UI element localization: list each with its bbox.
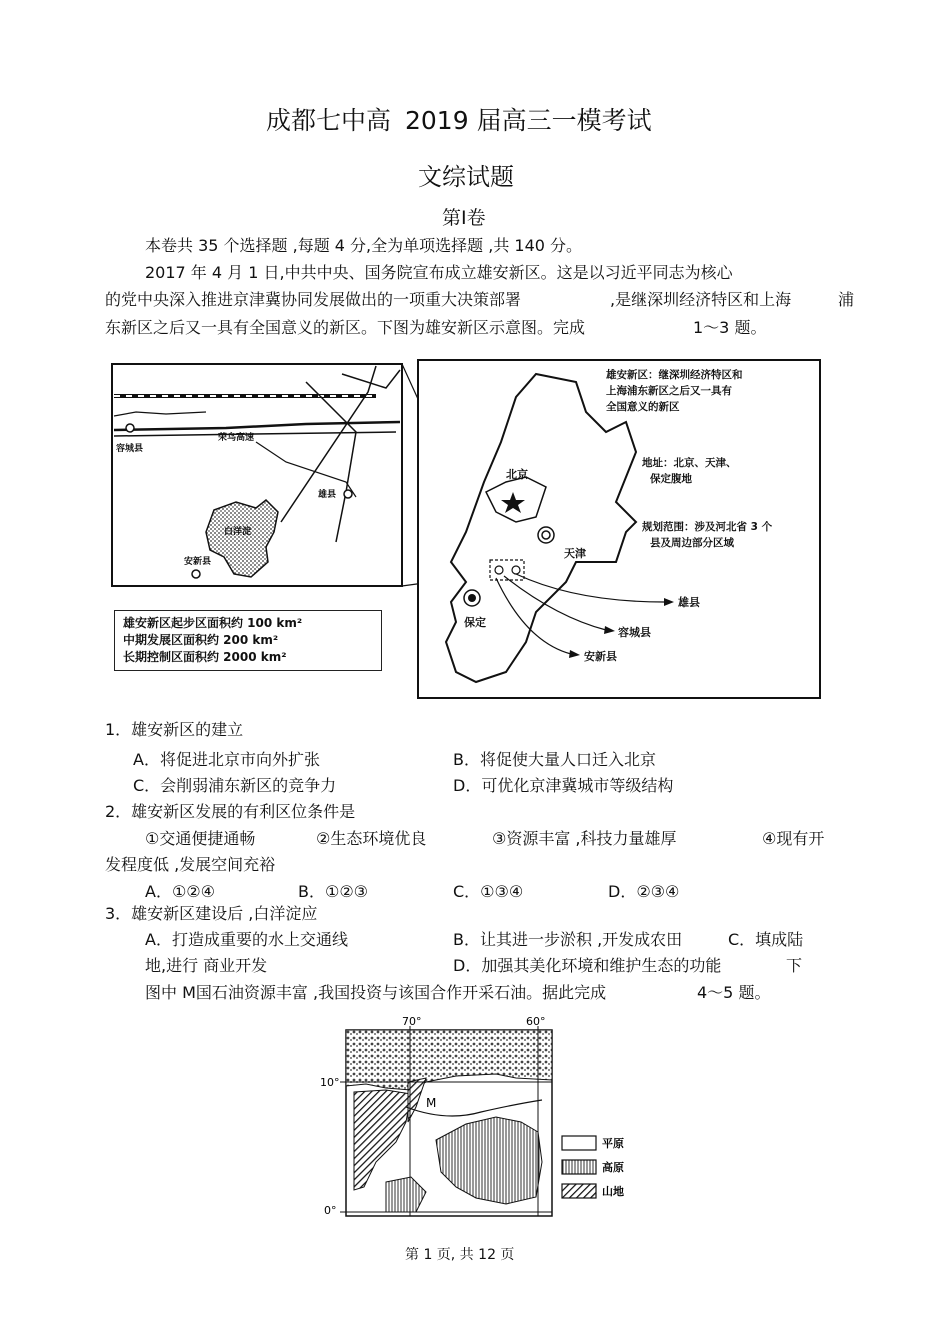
mountain-legend-swatch (562, 1184, 596, 1198)
section-title: 第Ⅰ卷 (442, 207, 486, 229)
intro-paragraph-line: 2017 年 4 月 1 日,中共中央、国务院宣布成立雄安新区。这是以习近平同志为核心 (145, 263, 733, 282)
intro-line: 本卷共 35 个选择题 ,每题 4 分,全为单项选择题 ,共 140 分。 (145, 236, 583, 255)
plain-legend-swatch (562, 1136, 596, 1150)
q2-item-3: ③资源丰富 ,科技力量雄厚 (492, 829, 677, 848)
q2-option-d: D．②③④ (608, 882, 680, 901)
map-scope-line: 县及周边部分区域 (650, 537, 734, 549)
tianjin-label: 天津 (564, 547, 586, 560)
q1-option-c: C．会削弱浦东新区的竞争力 (133, 776, 337, 795)
country-m-label: M (426, 1096, 437, 1110)
exam-title-part2: 2019 届高三一模考试 (405, 106, 652, 135)
q2-option-b: B．①②③ (298, 882, 369, 901)
lon-label-70: 70° (402, 1015, 422, 1028)
mountain-legend-label: 山地 (602, 1185, 624, 1198)
anxin-callout: 安新县 (584, 650, 617, 663)
q1-option-a: A．将促进北京市向外扩张 (133, 750, 320, 769)
baoding-label: 保定 (464, 616, 486, 629)
lat-label-10: 10° (320, 1076, 340, 1089)
q3-option-c-cont: 地,进行 商业开发 (145, 956, 268, 975)
rongcheng-callout: 容城县 (618, 626, 651, 639)
map-scope-line: 规划范围：涉及河北省 3 个 (642, 521, 773, 533)
q45-intro-tail: 4～5 题。 (697, 983, 771, 1002)
intro-paragraph-line: 东新区之后又一具有全国意义的新区。下图为雄安新区示意图。完成 (105, 318, 586, 337)
exam-subtitle: 文综试题 (418, 163, 514, 191)
plateau-legend-swatch (562, 1160, 596, 1174)
intro-paragraph-line: 的党中央深入推进京津冀协同发展做出的一项重大决策部署 (105, 290, 522, 309)
lon-label-60: 60° (526, 1015, 546, 1028)
intro-paragraph-line: 1～3 题。 (693, 318, 767, 337)
beijing-label: 北京 (506, 468, 528, 481)
q1-option-b: B．将促使大量人口迁入北京 (453, 750, 656, 769)
area-info-line: 雄安新区起步区面积约 100 km² (123, 616, 303, 630)
lat-label-0: 0° (324, 1204, 337, 1217)
plateau-legend-label: 高原 (602, 1161, 624, 1174)
intro-paragraph-line: 浦 (838, 290, 855, 309)
road-label: 荣乌高速 (218, 433, 255, 443)
intro-paragraph-line: ,是继深圳经济特区和上海 (610, 290, 792, 309)
q2-item-1: ①交通便捷通畅 (145, 829, 256, 848)
q3-tail: 下 (786, 956, 803, 975)
q2-option-a: A．①②④ (145, 882, 215, 901)
question-1: 1．雄安新区的建立 (105, 720, 244, 739)
baiyangdian-label: 白洋淀 (224, 527, 252, 537)
anxin-label: 安新县 (184, 557, 212, 567)
q2-option-c: C．①③④ (453, 882, 524, 901)
q1-option-d: D．可优化京津冀城市等级结构 (453, 776, 674, 795)
map-location-line: 保定腹地 (650, 473, 692, 485)
xiongxian-label: 雄县 (318, 490, 337, 500)
xiongxian-callout: 雄县 (678, 596, 700, 609)
q3-option-a: A．打造成重要的水上交通线 (145, 930, 348, 949)
area-info-line: 中期发展区面积约 200 km² (123, 633, 279, 647)
q2-item-4-cont: 发程度低 ,发展空间充裕 (105, 855, 276, 874)
q3-option-b: B．让其进一步淤积 ,开发成农田 (453, 930, 683, 949)
map-location-line: 地址：北京、天津、 (642, 457, 737, 469)
q45-intro: 图中 M国石油资源丰富 ,我国投资与该国合作开采石油。据此完成 (145, 983, 607, 1002)
q2-item-4: ④现有开 (762, 829, 825, 848)
area-info-box (114, 610, 382, 671)
xiongan-map-figure (106, 352, 842, 707)
map-note-line: 上海浦东新区之后又一具有 (606, 385, 732, 397)
rongcheng-label: 容城县 (116, 444, 144, 454)
page-footer: 第 1 页, 共 12 页 (405, 1247, 515, 1263)
map-note-line: 雄安新区：继深圳经济特区和 (606, 369, 743, 381)
plain-legend-label: 平原 (602, 1137, 624, 1150)
area-info-line: 长期控制区面积约 2000 km² (123, 650, 287, 664)
q3-option-c: C．填成陆 (728, 930, 804, 949)
m-country-map-svg (316, 1012, 652, 1222)
map-note-line: 全国意义的新区 (606, 401, 680, 413)
exam-title-part1: 成都七中高 (266, 106, 392, 135)
question-3: 3．雄安新区建设后 ,白洋淀应 (105, 904, 318, 923)
m-country-map-figure (316, 1012, 652, 1222)
q2-item-2: ②生态环境优良 (316, 829, 427, 848)
question-2: 2．雄安新区发展的有利区位条件是 (105, 802, 356, 821)
q3-option-d: D．加强其美化环境和维护生态的功能 (453, 956, 722, 975)
